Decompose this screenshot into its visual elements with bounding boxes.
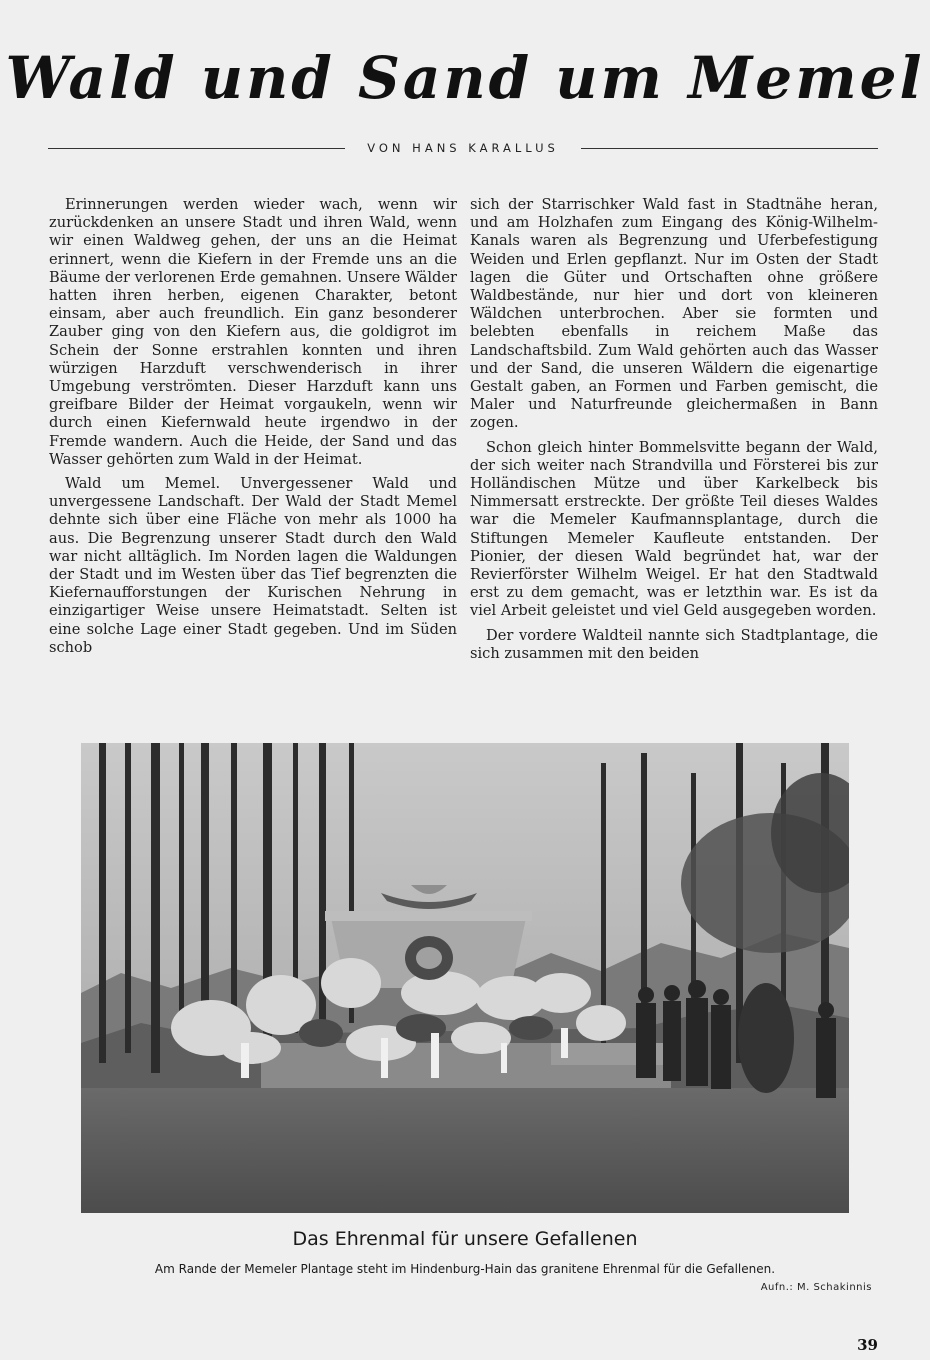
memorial-photo bbox=[81, 743, 849, 1213]
article-title: Wald und Sand um Memel bbox=[5, 44, 925, 112]
text-column-right bbox=[470, 196, 878, 663]
photo-caption-title: Das Ehrenmal für unsere Gefallenen bbox=[292, 1228, 638, 1250]
text-column-left bbox=[49, 196, 457, 657]
photo-credit: Aufn.: M. Schakinnis bbox=[760, 1282, 872, 1293]
author-byline: VON HANS KARALLUS bbox=[367, 141, 559, 155]
byline-rule-left bbox=[48, 148, 345, 149]
byline-rule-right bbox=[581, 148, 878, 149]
page-number: 39 bbox=[857, 1336, 878, 1354]
byline-row bbox=[48, 138, 878, 158]
paragraph: sich der Starrischker Wald fast in Stadtnähe heran, und am Holzhafen zum Eingang des König-Wilhelm-Kanals waren als Begrenzung und Uferbefestigung Weiden und Erlen gepflanzt. Nur im Osten der Stadt lagen die Güter und Ortschaften ohne größere Waldbestände, nur hier und dort von kleineren Wäldchen unterbrochen. Aber sie formten und belebten ebenfalls in reichem Maße das Landschaftsbild. Zum Wald gehörten auch das Wasser und der Sand, die unseren Wäldern die eigenartige Gestalt gaben, an Formen und Farben gemischt, die Maler und Naturfreunde gleichermaßen in Bann zogen. bbox=[470, 196, 878, 432]
photo-caption-text: Am Rande der Memeler Plantage steht im Hindenburg-Hain das granitene Ehrenmal für die Gefallenen. bbox=[154, 1262, 776, 1276]
paragraph: Der vordere Waldteil nannte sich Stadtplantage, die sich zusammen mit den beiden bbox=[470, 626, 878, 662]
paragraph: Erinnerungen werden wieder wach, wenn wir zurückdenken an unsere Stadt und ihren Wald, wenn wir einen Waldweg gehen, der uns an die Heimat erinnert, wenn die Kiefern in der Fremde uns an die Bäume der verlorenen Erde gemahnen. Unsere Wälder hatten ihren herben, eigenen Charakter, betont einsam, aber auch freundlich. Ein ganz besonderer Zauber ging von den Kiefern aus, die goldigrot im Schein der Sonne erstrahlen konnten und ihren würzigen Harzduft verschwenderisch in ihrer Umgebung verströmten. Dieser Harzduft kann uns greifbare Bilder der Heimat vorgaukeln, wenn wir durch einen Kiefernwald heute irgendwo in der Fremde wandern. Auch die Heide, der Sand und das Wasser gehörten zum Wald in der Heimat. bbox=[49, 196, 457, 468]
paragraph: Schon gleich hinter Bommelsvitte begann der Wald, der sich weiter nach Strandvilla und Försterei bis zur Holländischen Mütze und über Karkelbeck bis Nimmersatt erstreckte. Der größte Teil dieses Waldes war die Memeler Kaufmannsplantage, durch die Stiftungen Memeler Kaufleute entstanden. Der Pionier, der diesen Wald begründet hat, war der Revierförster Wilhelm Weigel. Er hat den Stadtwald erst zu dem gemacht, was er letzthin war. Es ist da viel Arbeit geleistet und viel Geld ausgegeben worden. bbox=[470, 438, 878, 620]
paragraph: Wald um Memel. Unvergessener Wald und unvergessene Landschaft. Der Wald der Stadt Memel dehnte sich über eine Fläche von mehr als 1000 ha aus. Die Begrenzung unserer Stadt durch den Wald war nicht alltäglich. Im Norden lagen die Waldungen der Stadt und im Westen über das Tief begrenzten die Kiefernaufforstungen der Kurischen Nehrung in einzigartiger Weise unsere Heimatstadt. Selten ist eine solche Lage einer Stadt gegeben. Und im Süden schob bbox=[49, 475, 457, 656]
